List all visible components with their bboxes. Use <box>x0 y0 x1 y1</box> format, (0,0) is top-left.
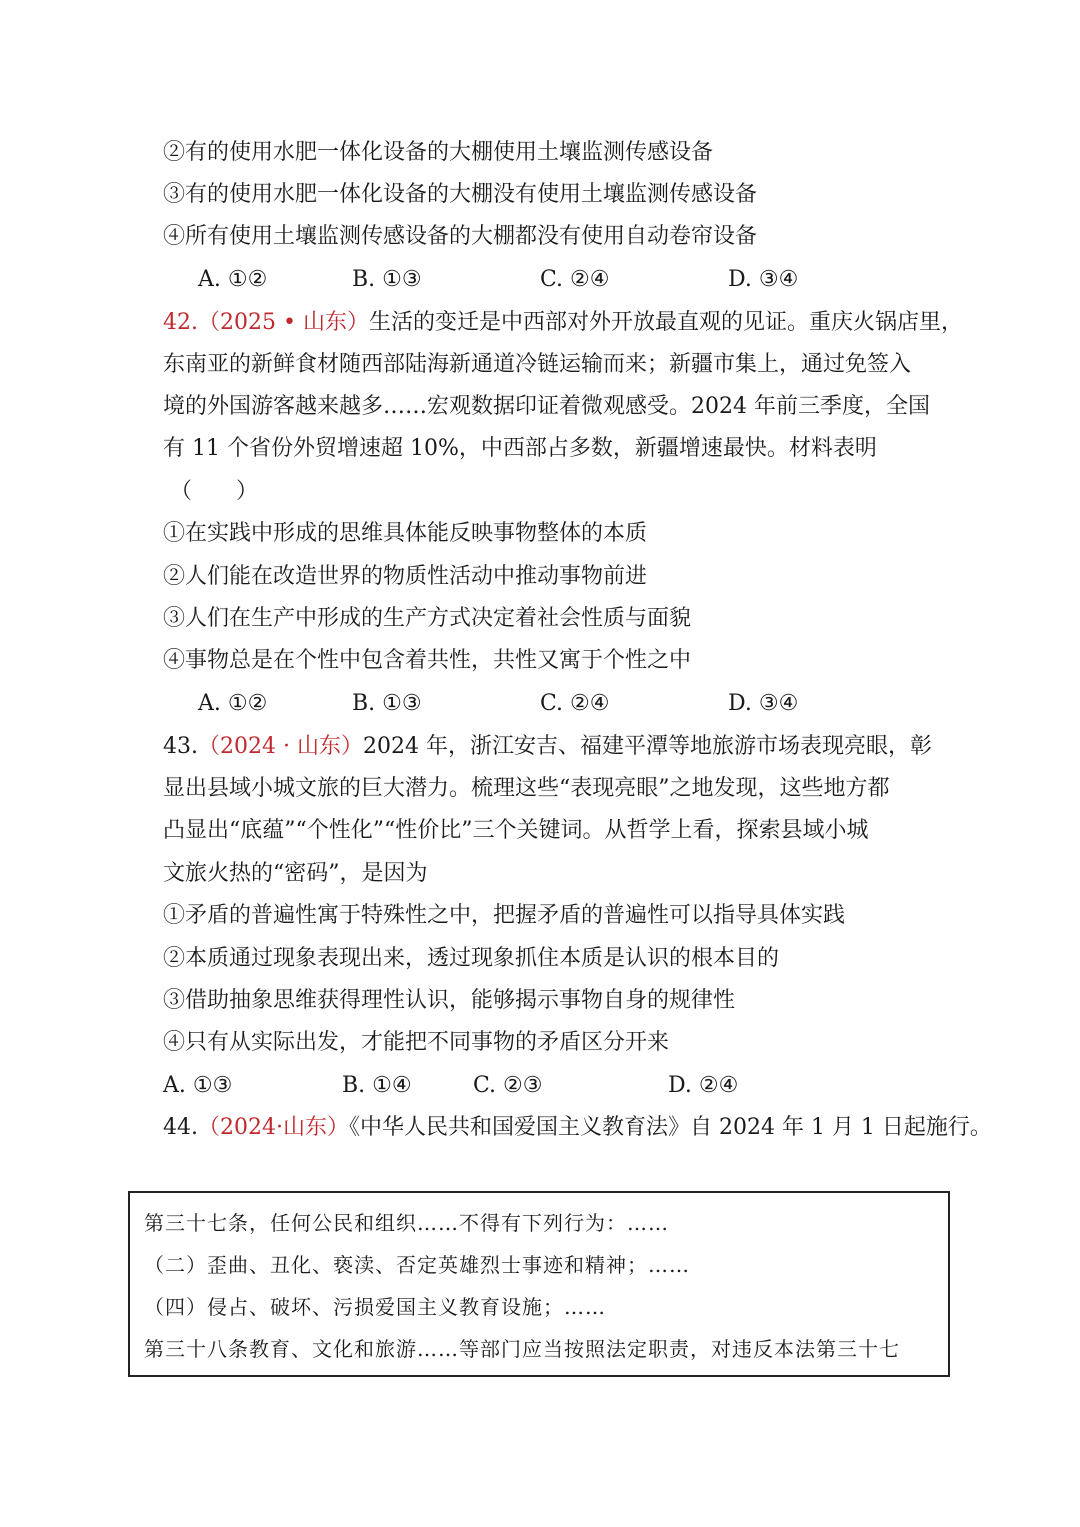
q42-stem-text-1: 生活的变迁是中西部对外开放最直观的见证。重庆火锅店里， <box>368 310 963 335</box>
q43-stem-text-1: 2024 年，浙江安吉、福建平潭等地旅游市场表现亮眼，彰 <box>362 734 932 759</box>
q42-stem-line-4: 有 11 个省份外贸增速超 10%，中西部占多数，新疆增速最快。材料表明 <box>163 436 877 461</box>
q42-option-b: B. ①③ <box>352 691 422 716</box>
q43-stem-line-2: 显出县域小城文旅的巨大潜力。梳理这些“表现亮眼”之地发现，这些地方都 <box>163 776 890 801</box>
q43-option-a: A. ①③ <box>163 1073 233 1098</box>
q43-option-b: B. ①④ <box>342 1073 412 1098</box>
q42-option-d: D. ③④ <box>728 691 799 716</box>
q42-options <box>0 689 1080 719</box>
q42-statement-1: ①在实践中形成的思维具体能反映事物整体的本质 <box>163 521 648 546</box>
q41-statement-4: ④所有使用土壤监测传感设备的大棚都没有使用自动卷帘设备 <box>163 224 758 249</box>
law-excerpt-line-2: （二）歪曲、丑化、亵渎、否定英雄烈士事迹和精神；…… <box>144 1253 690 1277</box>
q42-option-a: A. ①② <box>198 691 268 716</box>
q42-option-c: C. ②④ <box>540 691 610 716</box>
q42-statement-4: ④事物总是在个性中包含着共性，共性又寓于个性之中 <box>163 648 692 673</box>
q42-source: （2025 • 山东） <box>198 310 369 335</box>
q44-source: （2024·山东） <box>198 1115 349 1140</box>
law-excerpt-box <box>128 1191 950 1377</box>
q43-statement-1: ①矛盾的普遍性寓于特殊性之中，把握矛盾的普遍性可以指导具体实践 <box>163 903 846 928</box>
law-excerpt-line-3: （四）侵占、破坏、污损爱国主义教育设施；…… <box>144 1295 606 1319</box>
q43-number: 43. <box>163 734 198 759</box>
q43-statement-4: ④只有从实际出发，才能把不同事物的矛盾区分开来 <box>163 1030 670 1055</box>
q43-stem-line-4: 文旅火热的“密码”，是因为 <box>163 861 428 886</box>
q44-stem-line-1 <box>163 1113 992 1143</box>
law-excerpt-line-4: 第三十八条教育、文化和旅游……等部门应当按照法定职责，对违反本法第三十七 <box>144 1337 900 1361</box>
q43-statement-3: ③借助抽象思维获得理性认识，能够揭示事物自身的规律性 <box>163 988 736 1013</box>
q41-option-a: A. ①② <box>198 267 268 292</box>
q43-source: （2024 · 山东） <box>198 734 363 759</box>
q43-option-d: D. ②④ <box>668 1073 739 1098</box>
q42-stem-line-2: 东南亚的新鲜食材随西部陆海新通道冷链运输而来；新疆市集上，通过免签入 <box>163 352 912 377</box>
q43-options <box>0 1071 1080 1101</box>
q41-statement-2: ②有的使用水肥一体化设备的大棚使用土壤监测传感设备 <box>163 140 714 165</box>
q43-stem-line-1 <box>163 732 932 762</box>
q42-statement-2: ②人们能在改造世界的物质性活动中推动事物前进 <box>163 564 648 589</box>
q42-stem-line-1 <box>163 308 963 338</box>
q42-number: 42. <box>163 310 198 335</box>
q41-option-b: B. ①③ <box>352 267 422 292</box>
q42-stem-line-3: 境的外国游客越来越多……宏观数据印证着微观感受。2024 年前三季度，全国 <box>163 394 930 419</box>
q43-stem-line-3: 凸显出“底蕴”“个性化”“性价比”三个关键词。从哲学上看，探索县域小城 <box>163 818 869 843</box>
q44-stem-text: 《中华人民共和国爱国主义教育法》自 2024 年 1 月 1 日起施行。 <box>348 1115 992 1140</box>
q41-options <box>0 265 1080 295</box>
q44-number: 44. <box>163 1115 198 1140</box>
q42-answer-blank: （ ） <box>170 479 259 504</box>
q42-statement-3: ③人们在生产中形成的生产方式决定着社会性质与面貌 <box>163 606 692 631</box>
q43-option-c: C. ②③ <box>473 1073 543 1098</box>
q41-statement-3: ③有的使用水肥一体化设备的大棚没有使用土壤监测传感设备 <box>163 182 758 207</box>
q43-statement-2: ②本质通过现象表现出来，透过现象抓住本质是认识的根本目的 <box>163 946 780 971</box>
q41-option-d: D. ③④ <box>728 267 799 292</box>
law-excerpt-line-1: 第三十七条，任何公民和组织……不得有下列行为：…… <box>144 1211 669 1235</box>
q41-option-c: C. ②④ <box>540 267 610 292</box>
